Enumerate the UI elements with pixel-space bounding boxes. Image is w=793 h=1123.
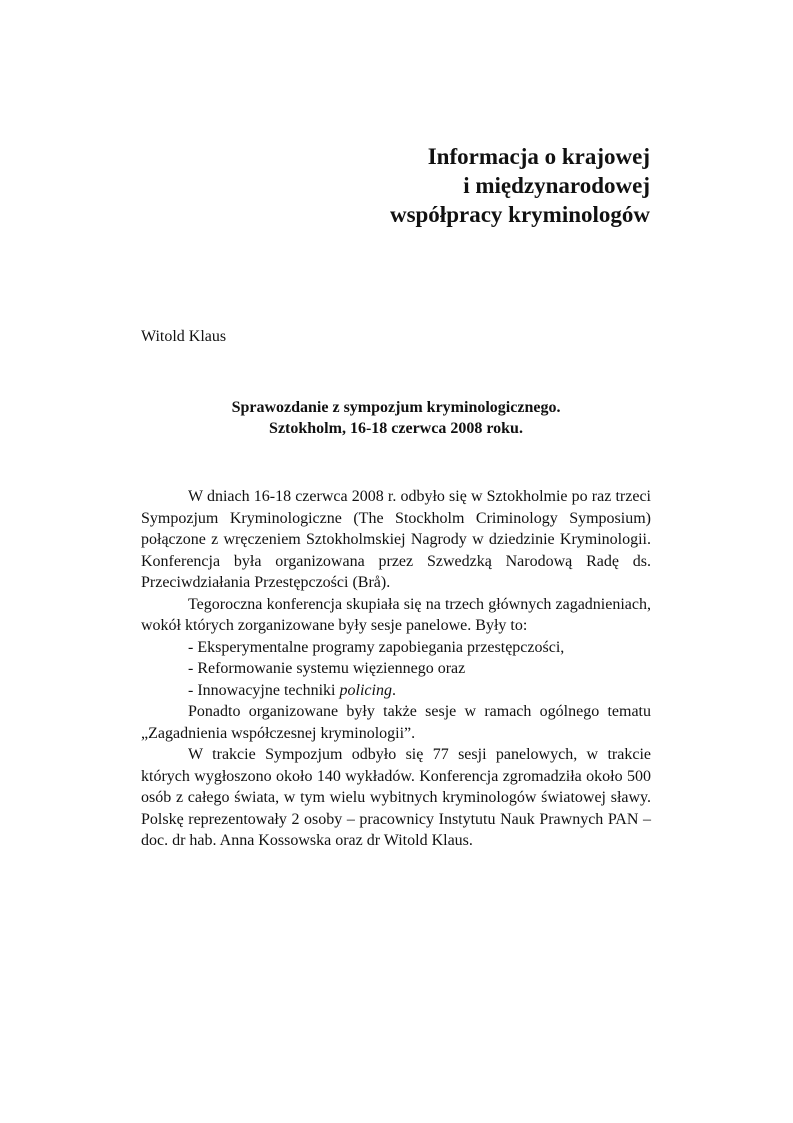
report-heading-line-1: Sprawozdanie z sympozjum kryminologicznego. <box>231 399 561 416</box>
topic-list-item-3-italic: policing <box>339 681 392 699</box>
document-title <box>390 142 650 229</box>
paragraph-statistics: W trakcie Sympozjum odbyło się 77 sesji panelowych, w trakcie których wygłoszono około 140 wykładów. Konferencja zgromadziła około 500 osób z całego świata, w tym wielu wybitnych kryminologów światowej sławy. Polskę reprezentowały 2 osoby – pracownicy Instytutu Nauk Prawnych PAN – doc. dr hab. Anna Kossowska oraz dr Witold Klaus. <box>141 746 651 849</box>
topic-list-item-3 <box>141 680 651 702</box>
paragraph-intro: W dniach 16-18 czerwca 2008 r. odbyło się w Sztokholmie po raz trzeci Sympozjum Kryminologiczne (The Stockholm Criminology Symposium) połączone z wręczeniem Sztokholmskiej Nagrody w dziedzinie Kryminologii. Konferencja była organizowana przez Szwedzką Narodową Radę ds. Przeciwdziałania Przestępczości (Brå). <box>141 488 651 591</box>
paragraph-additional-sessions: Ponadto organizowane były także sesje w ramach ogólnego tematu „Zagadnienia współczesnej kryminologii”. <box>141 703 651 742</box>
title-line-3: współpracy kryminologów <box>389 202 650 227</box>
author-name: Witold Klaus <box>141 328 227 345</box>
topic-list-item-2: - Reformowanie systemu więziennego oraz <box>188 660 466 677</box>
report-heading <box>141 397 651 439</box>
title-line-2: i międzynarodowej <box>463 173 650 198</box>
title-line-1: Informacja o krajowej <box>427 144 650 169</box>
paragraph-topics: Tegoroczna konferencja skupiała się na trzech głównych zagadnieniach, wokół których zorganizowane były sesje panelowe. Były to: <box>141 595 651 634</box>
topic-list-item-3-prefix: - Innowacyjne techniki <box>188 681 340 699</box>
article-body <box>141 486 651 852</box>
report-heading-line-2: Sztokholm, 16-18 czerwca 2008 roku. <box>269 420 523 437</box>
topic-list-item-3-suffix: . <box>391 681 396 699</box>
topic-list-item-1: - Eksperymentalne programy zapobiegania przestępczości, <box>188 638 565 656</box>
